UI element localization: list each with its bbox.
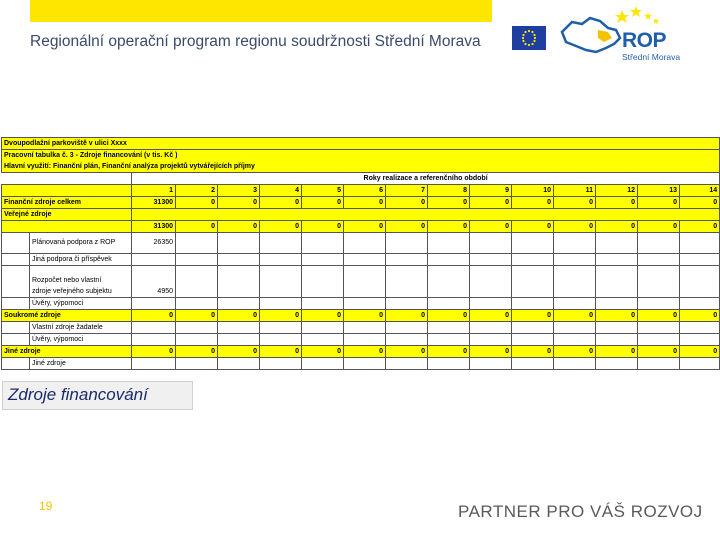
year-header: 6 [344,185,386,197]
main-use-note: Hlavní využití: Finanční plán, Finanční analýza projektů vytvářejících příjmy [2,161,720,173]
year-header: 10 [512,185,554,197]
year-header: 3 [218,185,260,197]
footer-slogan: PARTNER PRO VÁŠ ROZVOJ [458,502,703,521]
cell: 0 [638,346,680,358]
cell: 0 [132,310,176,322]
worktable-title: Pracovní tabulka č. 3 - Zdroje financování (v tis. Kč ) [2,150,720,162]
cell: 0 [554,310,596,322]
year-header: 12 [596,185,638,197]
table-row [2,233,720,254]
cell: 4950 [132,286,176,298]
year-header: 7 [386,185,428,197]
cell: 0 [428,310,470,322]
cell: 0 [302,197,344,209]
cell: 0 [132,346,176,358]
cell: 0 [428,221,470,233]
table-row [2,286,720,298]
cell: 0 [470,310,512,322]
cell: 31300 [132,221,176,233]
cell: 26350 [132,233,176,254]
cell: 0 [386,221,428,233]
year-header: 4 [260,185,302,197]
cell: 0 [512,197,554,209]
table-row [2,298,720,310]
row-label: Soukromé zdroje [2,310,132,322]
cell: 0 [596,197,638,209]
year-header: 2 [176,185,218,197]
cell: 0 [218,310,260,322]
table-row [2,197,720,209]
cell: 0 [302,310,344,322]
cell: 0 [512,221,554,233]
row-label: Veřejné zdroje [2,209,132,221]
row-label: zdroje veřejného subjektu [30,286,132,298]
table-row [2,322,720,334]
cell: 0 [176,197,218,209]
cell: 0 [470,346,512,358]
cell: 0 [638,221,680,233]
table-row [2,221,720,233]
cell: 0 [260,221,302,233]
table-title: Dvoupodlažní parkoviště v ulici Xxxx [2,138,720,150]
cell: 0 [554,221,596,233]
year-header: 1 [132,185,176,197]
program-title: Regionální operační program regionu soudržnosti Střední Morava [30,33,481,50]
row-label: Finanční zdroje celkem [2,197,132,209]
table-row [2,334,720,346]
table-row [2,209,720,221]
cell: 0 [176,221,218,233]
row-label: Jiné zdroje [2,346,132,358]
cell: 0 [218,197,260,209]
cell: 0 [680,346,720,358]
cell: 0 [386,346,428,358]
cell: 0 [302,221,344,233]
cell: 0 [218,346,260,358]
cell: 0 [386,310,428,322]
year-header: 11 [554,185,596,197]
cell: 0 [512,346,554,358]
rop-logo-text: ROP [622,29,667,52]
cell: 0 [428,197,470,209]
row-label: Úvěry, výpomoci [30,334,132,346]
table-row [2,310,720,322]
cell: 0 [512,310,554,322]
cell: 0 [680,310,720,322]
year-header: 14 [680,185,720,197]
row-label: Jiná podpora či příspěvek [30,254,132,266]
table-row [2,346,720,358]
cell: 0 [638,310,680,322]
table-row [2,266,720,287]
cell: 0 [428,346,470,358]
cell: 0 [470,221,512,233]
year-header: 13 [638,185,680,197]
row-label: Rozpočet nebo vlastní [30,266,132,287]
cell: 0 [386,197,428,209]
cell: 0 [260,346,302,358]
cell: 31300 [132,197,176,209]
period-header: Roky realizace a referenčního období [132,173,720,185]
cell: 0 [554,346,596,358]
cell: 0 [596,346,638,358]
cell: 0 [344,346,386,358]
cell: 0 [638,197,680,209]
top-yellow-bar [30,0,492,22]
row-label: Jiné zdroje [30,358,132,370]
eu-flag-icon [512,26,546,50]
table-row [2,254,720,266]
cell: 0 [260,310,302,322]
financing-table [1,137,720,370]
caption-text: Zdroje financování [8,385,148,404]
cell: 0 [470,197,512,209]
cell: 0 [176,346,218,358]
year-header: 9 [470,185,512,197]
cell: 0 [554,197,596,209]
row-label: Plánovaná podpora z ROP [30,233,132,254]
cell: 0 [344,197,386,209]
cell: 0 [596,310,638,322]
cell: 0 [596,221,638,233]
rop-logo-subtitle: Střední Morava [622,52,681,62]
page-number: 19 [39,499,53,513]
slide-caption [2,381,193,410]
row-label: Úvěry, výpomoci [30,298,132,310]
cell: 0 [302,346,344,358]
cell: 0 [176,310,218,322]
row-label: Vlastní zdroje žadatele [30,322,132,334]
year-header: 8 [428,185,470,197]
cell: 0 [218,221,260,233]
cell: 0 [260,197,302,209]
cell: 0 [680,197,720,209]
cell: 0 [344,221,386,233]
year-header: 5 [302,185,344,197]
cell: 0 [680,221,720,233]
table-row [2,358,720,370]
cell: 0 [344,310,386,322]
